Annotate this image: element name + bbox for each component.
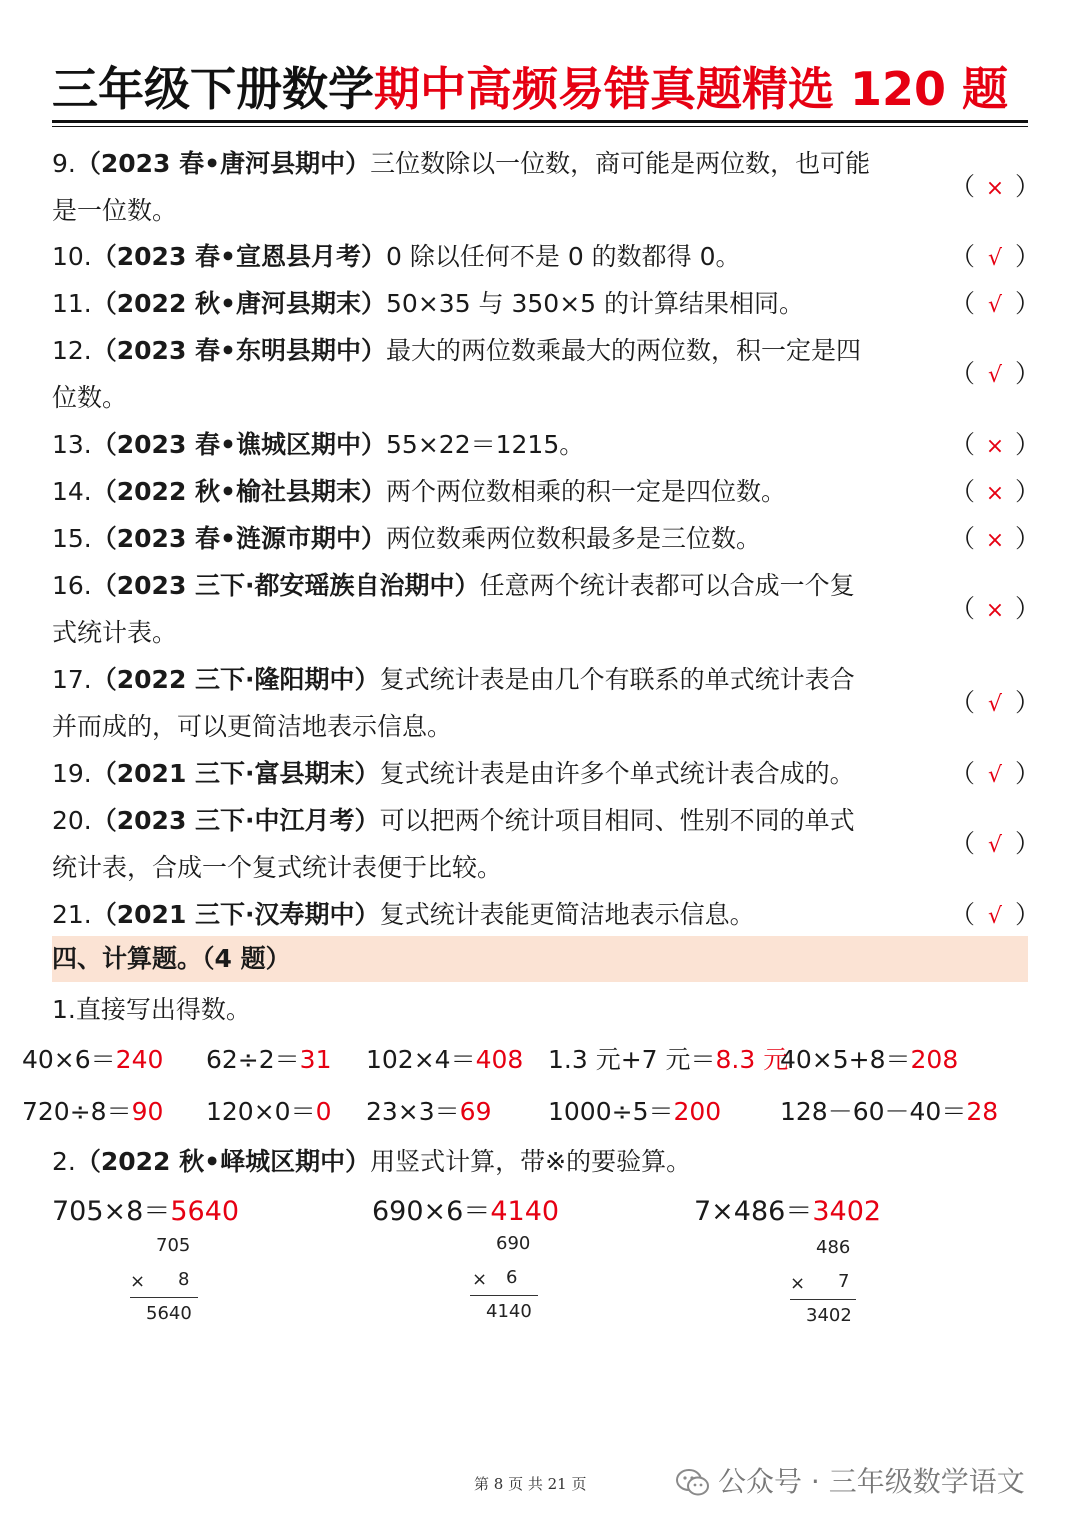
answer-paren-open: （ (950, 477, 976, 506)
question-text: 三位数除以一位数，商可能是两位数，也可能 (370, 149, 871, 178)
direct-calc-item: 102×4＝408 (366, 1045, 524, 1074)
judgement-answer (950, 163, 1041, 212)
answer-paren-open: （ (950, 829, 976, 858)
judgement-line-1 (52, 891, 932, 938)
answer-paren-close: ） (1015, 829, 1041, 858)
vertical-calc-top: 690 (496, 1233, 531, 1254)
question-2-label: 2.（2022 秋•峄城区期中）用竖式计算，带※的要验算。 (52, 1147, 692, 1176)
answer-mark: √ (988, 363, 1003, 388)
vertical-calc-multiplier: 7 (838, 1271, 850, 1292)
vertical-calc-top: 486 (816, 1237, 851, 1258)
direct-calc-item: 128－60－40＝28 (780, 1097, 999, 1126)
vertical-calc-product: 3402 (806, 1305, 852, 1326)
direct-calc-item: 1.3 元+7 元＝8.3 元 (548, 1045, 789, 1074)
question-source: （2023 三下·中江月考） (91, 806, 380, 835)
judgement-line-1 (52, 233, 932, 280)
direct-calc-item: 40×5+8＝208 (780, 1045, 959, 1074)
answer-paren-open: （ (950, 359, 976, 388)
judgement-question (52, 797, 932, 891)
question-text: 最大的两位数乘最大的两位数，积一定是四 (386, 336, 862, 365)
question-source: （2023 三下·都安瑶族自治期中） (91, 571, 480, 600)
judgement-question (52, 233, 932, 280)
judgement-line-2: 并而成的，可以更简洁地表示信息。 (52, 712, 453, 741)
question-source: （2022 秋•榆社县期末） (91, 477, 387, 506)
judgement-line-1 (52, 515, 932, 562)
answer-paren-open: （ (950, 242, 976, 271)
judgement-question (52, 140, 932, 234)
answer-mark: √ (988, 246, 1003, 271)
answer-paren-open: （ (950, 172, 976, 201)
judgement-line-1 (52, 562, 932, 609)
question-source: （2023 春•谯城区期中） (91, 430, 387, 459)
answer-paren-open: （ (950, 594, 976, 623)
answer-paren-close: ） (1015, 172, 1041, 201)
question-source: （2021 三下·富县期末） (91, 759, 380, 788)
judgement-question (52, 562, 932, 656)
question-source: （2022 秋•唐河县期末） (91, 289, 387, 318)
judgement-line-2: 统计表，合成一个复式统计表便于比较。 (52, 853, 503, 882)
judgement-line-2: 是一位数。 (52, 196, 178, 225)
vertical-calc-expression: 705×8＝5640 (52, 1196, 240, 1227)
judgement-answer (950, 891, 1041, 940)
vertical-calc-times: × (130, 1271, 146, 1292)
answer-mark: √ (988, 833, 1003, 858)
answer-paren-close: ） (1015, 524, 1041, 553)
question-source: （2023 春•东明县期中） (91, 336, 387, 365)
title-red-part: 期中高频易错真题精选 120 题 (374, 62, 1009, 116)
answer-mark: √ (988, 904, 1003, 929)
answer-paren-open: （ (950, 688, 976, 717)
vertical-calc-line (470, 1295, 538, 1296)
answer-paren-close: ） (1015, 688, 1041, 717)
question-text: 50×35 与 350×5 的计算结果相同。 (386, 289, 805, 318)
answer-paren-close: ） (1015, 242, 1041, 271)
question-number: 17. (52, 665, 92, 694)
question-source: （2022 三下·隆阳期中） (91, 665, 380, 694)
question-number: 13. (52, 430, 92, 459)
judgement-question (52, 515, 932, 562)
vertical-calc-times: × (472, 1269, 488, 1290)
judgement-line-1 (52, 280, 932, 327)
judgement-answer (950, 820, 1041, 869)
judgement-question (52, 280, 932, 327)
vertical-calc-times: × (790, 1273, 806, 1294)
answer-paren-close: ） (1015, 359, 1041, 388)
answer-mark: × (985, 434, 1005, 459)
question-number: 21. (52, 900, 92, 929)
answer-paren-close: ） (1015, 594, 1041, 623)
question-text: 0 除以任何不是 0 的数都得 0。 (386, 242, 741, 271)
answer-paren-close: ） (1015, 900, 1041, 929)
answer-paren-close: ） (1015, 289, 1041, 318)
judgement-answer (950, 585, 1041, 634)
question-number: 14. (52, 477, 92, 506)
answer-paren-close: ） (1015, 430, 1041, 459)
question-text: 任意两个统计表都可以合成一个复 (479, 571, 855, 600)
judgement-question (52, 468, 932, 515)
direct-calc-item: 23×3＝69 (366, 1097, 492, 1126)
vertical-calc-multiplier: 6 (506, 1267, 518, 1288)
vertical-calc-expression: 7×486＝3402 (694, 1196, 882, 1227)
answer-paren-open: （ (950, 430, 976, 459)
judgement-line-1 (52, 327, 932, 374)
judgement-answer (950, 350, 1041, 399)
judgement-answer (950, 233, 1041, 282)
question-number: 15. (52, 524, 92, 553)
question-text: 可以把两个统计项目相同、性别不同的单式 (379, 806, 855, 835)
direct-calc-item: 1000÷5＝200 (548, 1097, 722, 1126)
judgement-line-1 (52, 468, 932, 515)
answer-mark: √ (988, 692, 1003, 717)
judgement-line-1 (52, 421, 932, 468)
direct-calc-item: 120×0＝0 (206, 1097, 332, 1126)
question-number: 12. (52, 336, 92, 365)
question-text: 两个两位数相乘的积一定是四位数。 (386, 477, 787, 506)
question-source: （2023 春•涟源市期中） (91, 524, 387, 553)
answer-paren-close: ） (1015, 477, 1041, 506)
direct-calc-item: 40×6＝240 (22, 1045, 164, 1074)
judgement-line-1 (52, 797, 932, 844)
page-title (52, 58, 1032, 120)
footer-brand (676, 1462, 1025, 1502)
answer-paren-close: ） (1015, 759, 1041, 788)
answer-mark: × (985, 528, 1005, 553)
question-number: 16. (52, 571, 92, 600)
vertical-calc-multiplier: 8 (178, 1269, 190, 1290)
vertical-calc-line (790, 1299, 856, 1300)
question-source: （2023 春•宣恩县月考） (91, 242, 387, 271)
question-text: 55×22＝1215。 (386, 430, 585, 459)
answer-paren-open: （ (950, 759, 976, 788)
judgement-answer (950, 750, 1041, 799)
judgement-answer (950, 421, 1041, 470)
question-text: 复式统计表是由许多个单式统计表合成的。 (379, 759, 855, 788)
question-number: 10. (52, 242, 92, 271)
title-rule-thin (52, 126, 1028, 127)
question-source: （2021 三下·汉寿期中） (91, 900, 380, 929)
direct-calc-item: 62÷2＝31 (206, 1045, 332, 1074)
question-number: 11. (52, 289, 92, 318)
title-black-part: 三年级下册数学 (52, 62, 374, 116)
answer-mark: × (985, 481, 1005, 506)
vertical-calc-product: 5640 (146, 1303, 192, 1324)
question-text: 复式统计表能更简洁地表示信息。 (379, 900, 755, 929)
question-number: 20. (52, 806, 92, 835)
answer-paren-open: （ (950, 524, 976, 553)
judgement-question (52, 327, 932, 421)
judgement-question (52, 750, 932, 797)
judgement-answer (950, 468, 1041, 517)
judgement-answer (950, 679, 1041, 728)
vertical-calc-product: 4140 (486, 1301, 532, 1322)
judgement-line-2: 位数。 (52, 383, 128, 412)
judgement-line-1 (52, 656, 932, 703)
judgement-answer (950, 280, 1041, 329)
question-source: （2023 春•唐河县期中） (75, 149, 371, 178)
answer-mark: × (985, 598, 1005, 623)
judgement-question (52, 421, 932, 468)
answer-paren-open: （ (950, 289, 976, 318)
judgement-question (52, 656, 932, 750)
page-number: 第 8 页 共 21 页 (474, 1475, 587, 1493)
answer-mark: √ (988, 763, 1003, 788)
footer-brand-text: 公众号 · 三年级数学语文 (718, 1465, 1025, 1498)
judgement-line-1 (52, 750, 932, 797)
question-number: 9. (52, 149, 76, 178)
vertical-calc-top: 705 (156, 1235, 191, 1256)
answer-mark: × (985, 176, 1005, 201)
section-header: 四、计算题。（4 题） (52, 936, 1028, 982)
title-rule-thick (52, 120, 1028, 123)
judgement-answer (950, 515, 1041, 564)
vertical-calc-line (130, 1297, 198, 1298)
question-text: 复式统计表是由几个有联系的单式统计表合 (379, 665, 855, 694)
answer-mark: √ (988, 293, 1003, 318)
question-1-label: 1.直接写出得数。 (52, 995, 251, 1024)
direct-calc-item: 720÷8＝90 (22, 1097, 164, 1126)
question-number: 19. (52, 759, 92, 788)
question-text: 两位数乘两位数积最多是三位数。 (386, 524, 762, 553)
judgement-line-1 (52, 140, 932, 187)
answer-paren-open: （ (950, 900, 976, 929)
vertical-calc-expression: 690×6＝4140 (372, 1196, 560, 1227)
wechat-icon (676, 1468, 710, 1498)
judgement-line-2: 式统计表。 (52, 618, 178, 647)
judgement-question (52, 891, 932, 938)
